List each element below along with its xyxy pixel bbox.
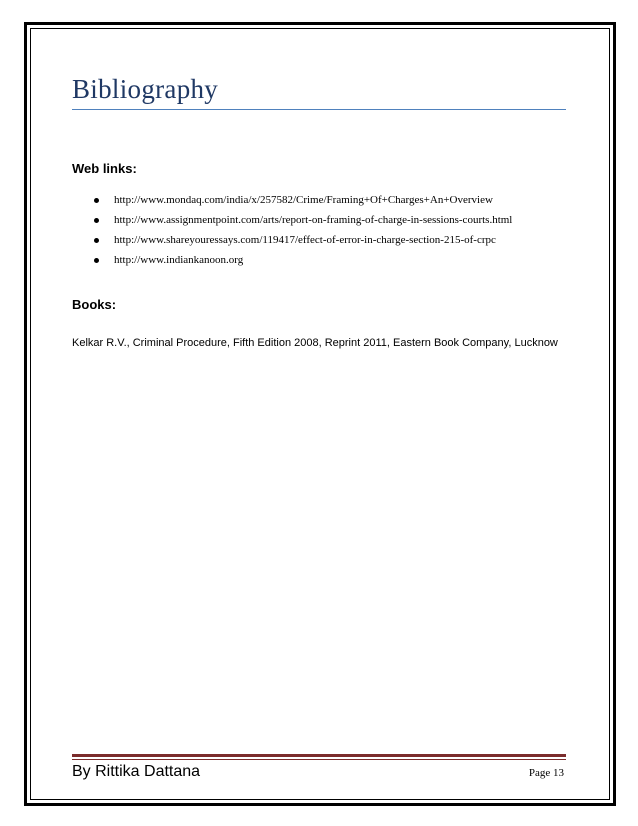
web-link-item[interactable]: http://www.assignmentpoint.com/arts/report-on-framing-of-charge-in-sessions-courts.html (92, 212, 562, 229)
footer-author: By Rittika Dattana (72, 763, 201, 780)
footer-rule (72, 754, 566, 757)
web-links-list (92, 192, 562, 272)
page-number: Page 13 (528, 767, 564, 779)
footer-rule-thin (72, 759, 566, 760)
web-links-heading: Web links: (72, 161, 137, 176)
web-link-item[interactable]: http://www.shareyouressays.com/119417/effect-of-error-in-charge-section-215-of-crpc (92, 232, 562, 249)
page-border-inner (30, 28, 610, 800)
page-title: Bibliography (72, 74, 219, 104)
book-entry: Kelkar R.V., Criminal Procedure, Fifth Edition 2008, Reprint 2011, Eastern Book Company, Lucknow (72, 337, 558, 349)
web-link-item[interactable]: http://www.indiankanoon.org (92, 252, 562, 269)
books-heading: Books: (72, 297, 117, 312)
web-link-item[interactable]: http://www.mondaq.com/india/x/257582/Crime/Framing+Of+Charges+An+Overview (92, 192, 562, 209)
title-underline (72, 109, 566, 110)
